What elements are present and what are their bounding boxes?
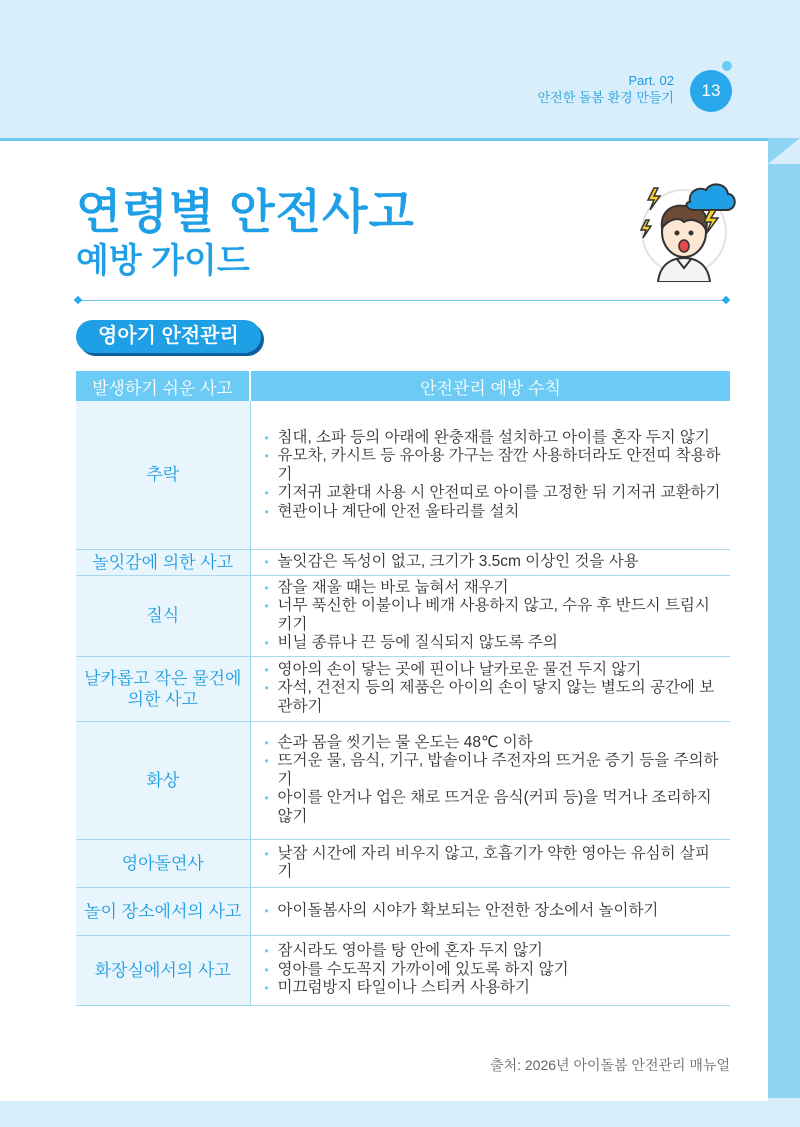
section-badge: 영아기 안전관리 xyxy=(76,320,261,353)
rule-item: • 손과 몸을 씻기는 물 온도는 48℃ 이하 xyxy=(265,734,725,753)
part-label xyxy=(538,72,674,106)
table-row xyxy=(76,935,730,1005)
part-number: Part. 02 xyxy=(628,73,674,88)
source-note: 출처: 2026년 아이돌봄 안전관리 매뉴얼 xyxy=(490,1057,730,1073)
rule-item: • 기저귀 교환대 사용 시 안전띠로 아이를 고정한 뒤 기저귀 교환하기 xyxy=(265,484,725,503)
prevention-rules xyxy=(250,721,730,839)
rule-item: • 너무 푹신한 이불이나 베개 사용하지 않고, 수유 후 반드시 트림시키기 xyxy=(265,597,725,634)
table-row xyxy=(76,575,730,656)
page-dot-decoration xyxy=(722,61,732,71)
table-row xyxy=(76,887,730,935)
accident-category: 놀이 장소에서의 사고 xyxy=(76,887,250,935)
rule-item: • 잠시라도 영아를 탕 안에 혼자 두지 않기 xyxy=(265,942,725,961)
column-header-rules: 안전관리 예방 수칙 xyxy=(250,371,730,401)
prevention-rules xyxy=(250,549,730,575)
rule-item: • 아이를 안거나 업은 채로 뜨거운 음식(커피 등)을 먹거나 조리하지 않기 xyxy=(265,789,725,826)
table-row xyxy=(76,549,730,575)
prevention-rules xyxy=(250,575,730,656)
safety-guide-table xyxy=(76,371,730,1006)
prevention-rules xyxy=(250,839,730,887)
table-row xyxy=(76,401,730,549)
rule-item: • 침대, 소파 등의 아래에 완충재를 설치하고 아이를 혼자 두지 않기 xyxy=(265,429,725,448)
page-side-strip xyxy=(768,164,800,1098)
rule-item: • 영아의 손이 닿는 곳에 핀이나 날카로운 물건 두지 않기 xyxy=(265,661,725,680)
accident-category: 영아돌연사 xyxy=(76,839,250,887)
rule-item: • 유모차, 카시트 등 유아용 가구는 잠깐 사용하더라도 안전띠 착용하기 xyxy=(265,447,725,484)
rule-item: • 뜨거운 물, 음식, 기구, 밥솥이나 주전자의 뜨거운 증기 등을 주의하기 xyxy=(265,752,725,789)
prevention-rules xyxy=(250,887,730,935)
column-header-accident: 발생하기 쉬운 사고 xyxy=(76,371,250,401)
page-header xyxy=(0,0,800,138)
rule-item: • 아이돌봄사의 시야가 확보되는 안전한 장소에서 놀이하기 xyxy=(265,902,725,921)
accident-category: 화상 xyxy=(76,721,250,839)
rule-item: • 잠을 재울 때는 바로 눕혀서 재우기 xyxy=(265,579,725,598)
accident-category: 질식 xyxy=(76,575,250,656)
page-number: 13 xyxy=(690,70,732,112)
prevention-rules xyxy=(250,401,730,549)
rule-item: • 자석, 건전지 등의 제품은 아이의 손이 닿지 않는 별도의 공간에 보관하기 xyxy=(265,679,725,716)
accident-category: 날카롭고 작은 물건에 의한 사고 xyxy=(76,656,250,721)
page-fold-corner xyxy=(768,138,800,164)
rule-item: • 비닐 종류나 끈 등에 질식되지 않도록 주의 xyxy=(265,634,725,653)
prevention-rules xyxy=(250,935,730,1005)
accident-category: 놀잇감에 의한 사고 xyxy=(76,549,250,575)
title-divider xyxy=(78,300,726,301)
rule-item: • 놀잇감은 독성이 없고, 크기가 3.5cm 이상인 것을 사용 xyxy=(265,553,725,572)
rule-item: • 미끄럼방지 타일이나 스티커 사용하기 xyxy=(265,979,725,998)
table-header-row xyxy=(76,371,730,401)
table-row xyxy=(76,656,730,721)
table-body xyxy=(76,401,730,1005)
rule-item: • 영아를 수도꼭지 가까이에 있도록 하지 않기 xyxy=(265,961,725,980)
table-row xyxy=(76,839,730,887)
part-subtitle: 안전한 돌봄 환경 만들기 xyxy=(537,90,674,105)
prevention-rules xyxy=(250,656,730,721)
table-row xyxy=(76,721,730,839)
rule-item: • 현관이나 계단에 안전 울타리를 설치 xyxy=(265,503,725,522)
stressed-child-with-storm-cloud-icon xyxy=(632,178,738,282)
page-subtitle: 예방 가이드 xyxy=(76,242,250,280)
page-title: 연령별 안전사고 xyxy=(76,185,415,238)
rule-item: • 낮잠 시간에 자리 비우지 않고, 호흡기가 약한 영아는 유심히 살피기 xyxy=(265,845,725,882)
accident-category: 추락 xyxy=(76,401,250,549)
accident-category: 화장실에서의 사고 xyxy=(76,935,250,1005)
